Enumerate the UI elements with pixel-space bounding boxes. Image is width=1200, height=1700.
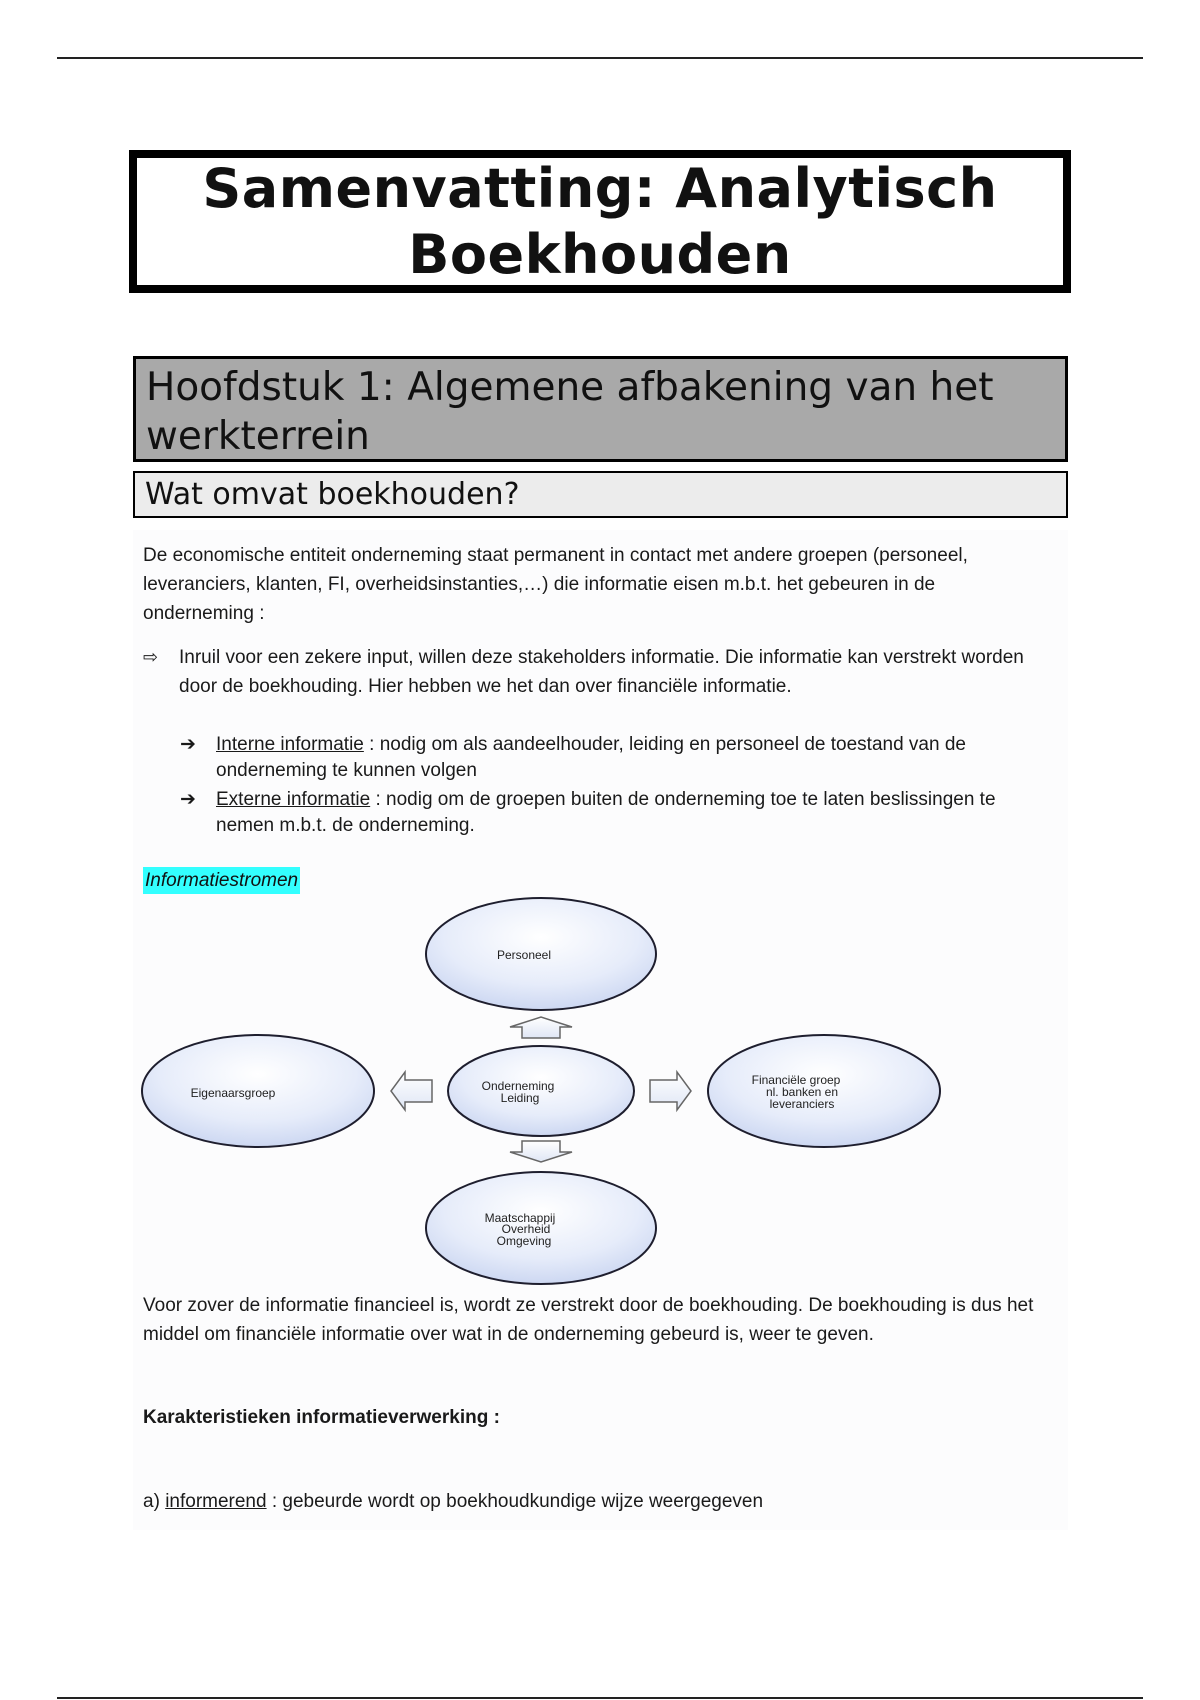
arrow-right-icon: ➔ <box>180 734 196 755</box>
characteristics-heading: Karakteristieken informatieverwerking : <box>143 1407 500 1428</box>
label-overheid: Overheid <box>501 1222 551 1236</box>
item-a-prefix: a) <box>143 1491 166 1512</box>
item-a <box>143 1487 1048 1516</box>
label-eigenaarsgroep: Eigenaarsgroep <box>190 1086 276 1100</box>
term-internal: Interne informatie <box>216 734 364 755</box>
arrow-down-icon <box>510 1141 572 1162</box>
document-title: Samenvatting: Analytisch Boekhouden <box>202 156 998 286</box>
arrow-right-icon: ➔ <box>180 789 196 810</box>
term-external: Externe informatie <box>216 789 371 810</box>
label-personeel: Personeel <box>496 948 552 962</box>
label-maatschappij: Maatschappij <box>484 1211 556 1225</box>
label-leveranciers: leveranciers <box>769 1097 835 1111</box>
bottom-rule <box>57 1697 1143 1699</box>
outline-arrow-icon: ⇨ <box>143 647 159 668</box>
arrow-left-icon <box>391 1072 432 1110</box>
label-banken: nl. banken en <box>765 1085 839 1099</box>
section-heading: Wat omvat boekhouden? <box>145 477 520 512</box>
arrow-item-text: Inruil voor een zekere input, willen deze stakeholders informatie. Die informatie kan verstrekt worden door de boekhouding. Hier hebben we het dan over financiële informatie. <box>179 647 1024 697</box>
item-a-text: : gebeurde wordt op boekhoudkundige wijze weergegeven <box>266 1491 764 1512</box>
diagram-title: Informatiestromen <box>143 867 300 894</box>
sub-item-internal-text: : nodig om als aandeelhouder, leiding en personeel de toestand van de onderneming te kunnen volgen <box>216 734 966 781</box>
arrow-right-icon <box>650 1072 691 1110</box>
label-leiding: Leiding <box>500 1091 540 1105</box>
arrow-up-icon <box>510 1017 572 1038</box>
intro-paragraph: De economische entiteit onderneming staat permanent in contact met andere groepen (personeel, leveranciers, klanten, FI, overheidsinstanties,…) die informatie eisen m.b.t. het gebeuren in de onderneming : <box>143 545 968 624</box>
term-informerend: informerend <box>165 1491 267 1512</box>
closing-paragraph: Voor zover de informatie financieel is, wordt ze verstrekt door de boekhouding. De boekhouding is dus het middel om financiële informatie over wat in de onderneming gebeurd is, weer te geven. <box>143 1295 1034 1345</box>
sub-item-external-text: : nodig om de groepen buiten de onderneming toe te laten beslissingen te nemen m.b.t. de onderneming. <box>216 789 996 836</box>
label-onderneming: Onderneming <box>481 1079 555 1093</box>
label-omgeving: Omgeving <box>496 1234 552 1248</box>
label-financiele-groep: Financiële groep <box>751 1073 841 1087</box>
chapter-heading: Hoofdstuk 1: Algemene afbakening van het werkterrein <box>146 365 994 459</box>
